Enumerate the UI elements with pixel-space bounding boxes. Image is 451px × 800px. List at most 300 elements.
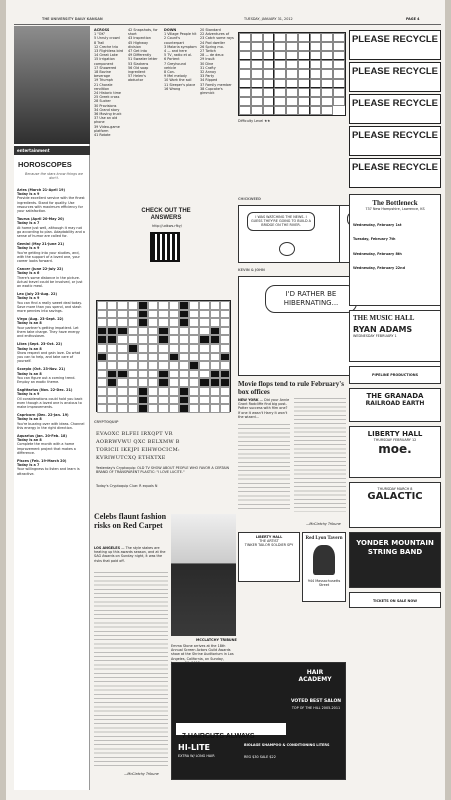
crossword-cell[interactable] — [199, 301, 209, 310]
crossword-cell[interactable] — [117, 301, 127, 310]
crossword-cell[interactable] — [189, 335, 199, 344]
sudoku-cell[interactable] — [286, 88, 298, 97]
crossword-cell[interactable] — [199, 404, 209, 413]
sudoku-cell[interactable] — [310, 79, 322, 88]
answers-promo — [130, 208, 202, 298]
clue-item: 5 TV, radio et al. — [164, 53, 193, 58]
crossword-cell[interactable] — [220, 318, 230, 327]
crossword-cell[interactable] — [199, 335, 209, 344]
sudoku-cell[interactable] — [298, 33, 310, 42]
sudoku-cell[interactable] — [239, 97, 251, 106]
crossword-cell[interactable] — [97, 310, 107, 319]
sudoku-cell[interactable] — [321, 60, 333, 69]
crossword-cell[interactable] — [189, 370, 199, 379]
clue-heading: ACROSS — [94, 28, 110, 32]
crossword-cell[interactable] — [138, 327, 148, 336]
crossword-cell[interactable] — [117, 335, 127, 344]
clue-item: 43 Inspection — [128, 36, 151, 41]
music-hall-ad[interactable]: THE MUSIC HALL RYAN ADAMS WEDNESDAY FEBRUARY 1 — [349, 310, 441, 362]
crossword-cell[interactable] — [199, 396, 209, 405]
crossword-cell[interactable] — [107, 335, 117, 344]
crossword-cell[interactable] — [107, 301, 117, 310]
crossword-cell[interactable] — [179, 370, 189, 379]
sudoku-cell[interactable] — [310, 88, 322, 97]
crossword-cell[interactable] — [117, 370, 127, 379]
sudoku-cell[interactable] — [251, 79, 263, 88]
across-clues — [94, 28, 128, 137]
crossword-cell[interactable] — [128, 387, 138, 396]
crossword-cell[interactable] — [138, 396, 148, 405]
sudoku-cell[interactable] — [321, 51, 333, 60]
crossword-cell[interactable] — [148, 370, 158, 379]
crossword-cell[interactable] — [179, 327, 189, 336]
crossword-cell[interactable] — [128, 318, 138, 327]
crossword-cell[interactable] — [97, 353, 107, 362]
crossword-cell[interactable] — [189, 327, 199, 336]
sudoku-cell[interactable] — [286, 33, 298, 42]
sudoku-cell[interactable] — [251, 106, 263, 115]
crossword-cell[interactable] — [179, 404, 189, 413]
crossword-cell[interactable] — [189, 353, 199, 362]
crossword-cell[interactable] — [199, 361, 209, 370]
crossword-cell[interactable] — [97, 327, 107, 336]
horoscope-text: Provide excellent service with the finest ingredients. Stand for quality. Use resources with maximum efficiency for your satisfaction. — [17, 196, 85, 214]
sudoku-cell[interactable] — [298, 88, 310, 97]
crossword-cell[interactable] — [220, 344, 230, 353]
hair-academy-ad[interactable]: HAIR ACADEMY VOTED BEST SALON TOP OF THE HILL 2005-2011 7 HAIRCUTS ALWAYS HI-LITE EXTRA W/ LONG HAIR BIOLAGE SHAMPOO & CONDITIONING LITERS REG $30 SALE $22 — [171, 662, 346, 780]
crossword-cell[interactable] — [158, 370, 168, 379]
clue-item: 49 Differently — [128, 53, 152, 58]
sudoku-cell[interactable] — [239, 51, 251, 60]
crossword-cell[interactable] — [117, 310, 127, 319]
clue-item: 5 Unruly crowd — [94, 36, 120, 41]
crossword-cell[interactable] — [148, 404, 158, 413]
clue-item: 57 Helen's abductor — [128, 74, 146, 83]
sudoku-cell[interactable] — [251, 60, 263, 69]
crossword-cell[interactable] — [210, 370, 220, 379]
crossword-cell[interactable] — [189, 361, 199, 370]
crossword-cell[interactable] — [148, 353, 158, 362]
crossword-cell[interactable] — [158, 327, 168, 336]
crossword-cell[interactable] — [158, 396, 168, 405]
crossword-cell[interactable] — [97, 370, 107, 379]
clue-item: 13 Flightless bird — [94, 49, 124, 54]
crossword-cell[interactable] — [97, 344, 107, 353]
crossword-cell[interactable] — [169, 361, 179, 370]
crossword-cell[interactable] — [210, 396, 220, 405]
clue-item: 53 Slackens — [128, 61, 149, 66]
sudoku-cell[interactable] — [321, 88, 333, 97]
sudoku-cell[interactable] — [286, 106, 298, 115]
crossword-cell[interactable] — [199, 378, 209, 387]
sudoku-cell[interactable] — [263, 88, 275, 97]
crossword-cell[interactable] — [179, 361, 189, 370]
crossword-cell[interactable] — [97, 361, 107, 370]
crossword-cell[interactable] — [117, 344, 127, 353]
sudoku-cell[interactable] — [298, 51, 310, 60]
sudoku-cell[interactable] — [239, 33, 251, 42]
crossword-cell[interactable] — [189, 378, 199, 387]
crossword-cell[interactable] — [97, 396, 107, 405]
crossword-cell[interactable] — [169, 387, 179, 396]
crossword-cell[interactable] — [189, 310, 199, 319]
clue-item: 9 Mel melody — [164, 74, 187, 79]
crossword-cell[interactable] — [97, 335, 107, 344]
crossword-cell[interactable] — [189, 344, 199, 353]
crossword-cell[interactable] — [117, 353, 127, 362]
crossword-cell[interactable] — [148, 335, 158, 344]
sudoku-cell[interactable] — [310, 60, 322, 69]
crossword-cell[interactable] — [158, 318, 168, 327]
clue-item: 21 Chorale rendition — [94, 82, 113, 91]
crossword-cell[interactable] — [169, 327, 179, 336]
crossword-cell[interactable] — [210, 378, 220, 387]
crossword-cell[interactable] — [220, 353, 230, 362]
sudoku-cell[interactable] — [274, 51, 286, 60]
clue-item: 1 "OK" — [94, 32, 106, 37]
crossword-cell[interactable] — [107, 318, 117, 327]
sudoku-cell[interactable] — [333, 79, 345, 88]
sudoku-cell[interactable] — [321, 97, 333, 106]
sudoku-cell[interactable] — [263, 60, 275, 69]
sudoku-cell[interactable] — [298, 79, 310, 88]
sudoku-cell[interactable] — [286, 69, 298, 78]
sudoku-cell[interactable] — [274, 79, 286, 88]
sudoku-cell[interactable] — [333, 42, 345, 51]
sudoku-cell[interactable] — [310, 42, 322, 51]
sudoku-cell[interactable] — [333, 69, 345, 78]
crossword-cell[interactable] — [138, 370, 148, 379]
crossword-cell[interactable] — [199, 344, 209, 353]
clue-item: 6 Portent — [164, 57, 180, 62]
crossword-cell[interactable] — [148, 344, 158, 353]
crossword-cell[interactable] — [169, 396, 179, 405]
crossword-cell[interactable] — [199, 353, 209, 362]
crossword-cell[interactable] — [158, 378, 168, 387]
crossword-cell[interactable] — [179, 387, 189, 396]
sudoku-cell[interactable] — [310, 106, 322, 115]
crossword-cell[interactable] — [210, 318, 220, 327]
crossword-cell[interactable] — [117, 387, 127, 396]
sudoku-cell[interactable] — [310, 33, 322, 42]
sudoku-cell[interactable] — [333, 88, 345, 97]
crossword-cell[interactable] — [97, 387, 107, 396]
sudoku-cell[interactable] — [263, 69, 275, 78]
crossword-cell[interactable] — [148, 318, 158, 327]
crossword-cell[interactable] — [210, 310, 220, 319]
crossword-cell[interactable] — [220, 396, 230, 405]
crossword-cell[interactable] — [210, 335, 220, 344]
clue-item: 27 Twitch — [200, 49, 216, 54]
sudoku-cell[interactable] — [310, 51, 322, 60]
crossword-cell[interactable] — [189, 396, 199, 405]
comic-strip-2: I'D RATHER BE HIBERNATING... — [238, 276, 441, 376]
crossword-cell[interactable] — [179, 318, 189, 327]
crossword-cell[interactable] — [158, 404, 168, 413]
crossword-cell[interactable] — [158, 310, 168, 319]
crossword-cell[interactable] — [189, 404, 199, 413]
qr-code-icon[interactable] — [150, 232, 180, 262]
sudoku-cell[interactable] — [333, 33, 345, 42]
crossword-cell[interactable] — [179, 378, 189, 387]
crossword-cell[interactable] — [199, 310, 209, 319]
crossword-cell[interactable] — [220, 327, 230, 336]
horoscope-rating: Today is an 8 — [17, 438, 42, 443]
sudoku-cell[interactable] — [239, 79, 251, 88]
sudoku-cell[interactable] — [239, 69, 251, 78]
sudoku-cell[interactable] — [321, 106, 333, 115]
sudoku-cell[interactable] — [274, 88, 286, 97]
galactic-ad[interactable]: THURSDAY MARCH 8 GALACTIC — [349, 482, 441, 528]
crossword-cell[interactable] — [179, 301, 189, 310]
sudoku-cell[interactable] — [298, 60, 310, 69]
horoscope-text: You're buzzing over with ideas. Channel this energy in the right direction. — [17, 421, 85, 430]
crossword-cell[interactable] — [107, 387, 117, 396]
crossword-cell[interactable] — [138, 344, 148, 353]
crossword-cell[interactable] — [138, 335, 148, 344]
crossword-cell[interactable] — [138, 353, 148, 362]
crossword-cell[interactable] — [189, 318, 199, 327]
sudoku-cell[interactable] — [263, 106, 275, 115]
sudoku-cell[interactable] — [263, 79, 275, 88]
crossword-cell[interactable] — [148, 361, 158, 370]
crossword-cell[interactable] — [189, 301, 199, 310]
crossword-cell[interactable] — [169, 404, 179, 413]
sudoku-cell[interactable] — [251, 88, 263, 97]
crossword-cell[interactable] — [158, 344, 168, 353]
article-filler — [94, 572, 168, 768]
crossword-cell[interactable] — [138, 378, 148, 387]
crossword-cell[interactable] — [210, 327, 220, 336]
sudoku-cell[interactable] — [263, 33, 275, 42]
sudoku-cell[interactable] — [298, 97, 310, 106]
sudoku-cell[interactable] — [274, 69, 286, 78]
crossword-cell[interactable] — [179, 310, 189, 319]
crossword-cell[interactable] — [107, 396, 117, 405]
bottleneck-ad[interactable]: The Bottleneck 737 New Hampshire, Lawrence, KS Wednesday, February 1st Tuesday, February 7th Wednesday, February 8th Wednesday, February 22nd — [349, 194, 441, 306]
crossword-cell[interactable] — [169, 310, 179, 319]
crossword-cell[interactable] — [199, 318, 209, 327]
crossword-cell[interactable] — [220, 301, 230, 310]
crossword-cell[interactable] — [128, 396, 138, 405]
crossword-cell[interactable] — [179, 335, 189, 344]
crossword-cell[interactable] — [128, 353, 138, 362]
crossword-cell[interactable] — [128, 378, 138, 387]
crossword-cell[interactable] — [148, 396, 158, 405]
sudoku-cell[interactable] — [239, 42, 251, 51]
sudoku-cell[interactable] — [251, 33, 263, 42]
crossword-cell[interactable] — [148, 301, 158, 310]
page-header — [14, 16, 441, 25]
sudoku-cell[interactable] — [333, 97, 345, 106]
crossword-cell[interactable] — [179, 396, 189, 405]
clue-item: 32 Annoy — [200, 70, 217, 75]
crossword-cell[interactable] — [128, 310, 138, 319]
horoscope-sign: Scorpio (Oct. 23-Nov. 21) — [17, 367, 66, 372]
crossword-cell[interactable] — [158, 387, 168, 396]
crossword-cell[interactable] — [189, 387, 199, 396]
tickets-banner[interactable]: TICKETS ON SALE NOW — [349, 592, 441, 608]
sudoku-cell[interactable] — [251, 97, 263, 106]
yonder-ad[interactable]: YONDER MOUNTAIN STRING BAND — [349, 532, 441, 588]
horoscope-item — [17, 434, 87, 455]
crossword-cell[interactable] — [117, 361, 127, 370]
crossword-cell[interactable] — [138, 361, 148, 370]
sudoku-cell[interactable] — [239, 60, 251, 69]
crossword-cell[interactable] — [138, 301, 148, 310]
crossword-cell[interactable] — [210, 301, 220, 310]
crossword-cell[interactable] — [128, 344, 138, 353]
sudoku-cell[interactable] — [251, 69, 263, 78]
crossword-cell[interactable] — [128, 335, 138, 344]
crossword-cell[interactable] — [107, 344, 117, 353]
comic1-label: CHICKWEED — [238, 197, 261, 201]
crossword-cell[interactable] — [169, 370, 179, 379]
sudoku-cell[interactable] — [286, 51, 298, 60]
clue-item: 31 Crafty — [200, 65, 216, 70]
crossword-cell[interactable] — [169, 335, 179, 344]
sudoku-cell[interactable] — [263, 51, 275, 60]
crossword-cell[interactable] — [107, 327, 117, 336]
crossword-cell[interactable] — [128, 404, 138, 413]
section-label: entertainment — [14, 146, 90, 155]
crossword-cell[interactable] — [97, 378, 107, 387]
crossword-cell[interactable] — [107, 370, 117, 379]
sudoku-cell[interactable] — [251, 42, 263, 51]
crossword-cell[interactable] — [169, 318, 179, 327]
crossword-cell[interactable] — [128, 301, 138, 310]
sudoku-cell[interactable] — [274, 33, 286, 42]
red-lyon-tavern-ad[interactable]: Red Lyon Tavern 944 Massachusetts Street — [302, 532, 346, 602]
sudoku-cell[interactable] — [321, 33, 333, 42]
sudoku-cell[interactable] — [333, 60, 345, 69]
crossword-cell[interactable] — [199, 370, 209, 379]
crossword-cell[interactable] — [179, 353, 189, 362]
crossword-cell[interactable] — [138, 310, 148, 319]
crossword-cell[interactable] — [138, 318, 148, 327]
crossword-cell[interactable] — [107, 353, 117, 362]
sudoku-cell[interactable] — [298, 69, 310, 78]
crossword-cell[interactable] — [220, 387, 230, 396]
crossword-cell[interactable] — [107, 361, 117, 370]
pipeline-ad[interactable]: PIPELINE PRODUCTIONS — [349, 366, 441, 384]
crossword-cell[interactable] — [158, 353, 168, 362]
sudoku-cell[interactable] — [274, 42, 286, 51]
section-photo — [14, 26, 90, 144]
sudoku-cell[interactable] — [333, 51, 345, 60]
crossword-cell[interactable] — [158, 301, 168, 310]
crossword-cell[interactable] — [148, 327, 158, 336]
crossword-cell[interactable] — [210, 387, 220, 396]
recycle-ads — [349, 30, 441, 190]
crossword-cell[interactable] — [199, 327, 209, 336]
cryptoquip-line: KVRIWUTCXQ ETHXTXE — [96, 455, 166, 461]
sudoku-cell[interactable] — [286, 60, 298, 69]
crossword-cell[interactable] — [107, 310, 117, 319]
crossword-cell[interactable] — [107, 378, 117, 387]
sudoku-cell[interactable] — [286, 79, 298, 88]
page-number: PAGE 4 — [406, 17, 420, 21]
crossword-cell[interactable] — [220, 310, 230, 319]
sudoku-cell[interactable] — [298, 42, 310, 51]
crossword-cell[interactable] — [220, 378, 230, 387]
sudoku-cell[interactable] — [251, 51, 263, 60]
sudoku-cell[interactable] — [263, 97, 275, 106]
horoscope-text: Your partner's getting impatient. Let them take charge. They have energy and enthusiasm. — [17, 325, 80, 339]
sudoku-cell[interactable] — [298, 106, 310, 115]
crossword-cell[interactable] — [97, 301, 107, 310]
sudoku-cell[interactable] — [274, 106, 286, 115]
crossword-cell[interactable] — [169, 353, 179, 362]
sudoku-cell[interactable] — [239, 106, 251, 115]
crossword-cell[interactable] — [199, 387, 209, 396]
crossword-cell[interactable] — [117, 404, 127, 413]
clue-item: 3 Malaria symptom — [164, 44, 197, 49]
crossword-cell[interactable] — [220, 404, 230, 413]
sudoku-cell[interactable] — [274, 60, 286, 69]
sudoku-cell[interactable] — [321, 79, 333, 88]
crossword-cell[interactable] — [220, 361, 230, 370]
crossword-cell[interactable] — [158, 361, 168, 370]
liberty-hall-ad[interactable]: LIBERTY HALL THURSDAY FEBRUARY 12 moe. — [349, 426, 441, 478]
crossword-cell[interactable] — [210, 344, 220, 353]
crossword-cell[interactable] — [128, 327, 138, 336]
crossword-cell[interactable] — [210, 404, 220, 413]
cryptoquip-clue: Today's Cryptoquip Clue: R equals N — [96, 484, 158, 488]
horoscope-item — [17, 367, 87, 384]
crossword-cell[interactable] — [128, 361, 138, 370]
crossword-cell[interactable] — [138, 404, 148, 413]
crossword-cell[interactable] — [169, 301, 179, 310]
crossword-cell[interactable] — [220, 335, 230, 344]
crossword-cell[interactable] — [148, 387, 158, 396]
sudoku-cell[interactable] — [286, 97, 298, 106]
crossword-cell[interactable] — [128, 370, 138, 379]
sudoku-cell[interactable] — [239, 88, 251, 97]
crossword-cell[interactable] — [179, 344, 189, 353]
cryptoquip-line: EVAOXC BLFEI IRXQPT VR — [96, 431, 173, 437]
granada-ad[interactable]: THE GRANADA RAILROAD EARTH — [349, 388, 441, 422]
answers-url[interactable]: http://udkws.rfky/ — [152, 224, 182, 228]
crossword-cell[interactable] — [138, 387, 148, 396]
crossword-cell[interactable] — [117, 378, 127, 387]
sudoku-cell[interactable] — [310, 69, 322, 78]
crossword-cell[interactable] — [148, 378, 158, 387]
sudoku-cell[interactable] — [263, 42, 275, 51]
crossword-cell[interactable] — [97, 404, 107, 413]
crossword-cell[interactable] — [220, 370, 230, 379]
crossword-cell[interactable] — [148, 310, 158, 319]
crossword-cell[interactable] — [169, 378, 179, 387]
crossword-cell[interactable] — [158, 335, 168, 344]
crossword-cell[interactable] — [210, 361, 220, 370]
movie-article: Movie flops tend to rule February's box offices NEW YORK — Did your Annie Grant Radcliffe find big post-Potter success with film one? If one it wasn't Harry it won't the wizard... — [238, 380, 346, 518]
crossword-cell[interactable] — [117, 327, 127, 336]
sudoku-cell[interactable] — [321, 69, 333, 78]
crossword-cell[interactable] — [97, 318, 107, 327]
crossword-cell[interactable] — [210, 353, 220, 362]
sudoku-cell[interactable] — [286, 42, 298, 51]
liberty-hall-small-ad[interactable]: LIBERTY HALL THE ARTIST TINKER TAILOR SOLDIER SPY — [238, 532, 300, 582]
crossword-cell[interactable] — [169, 344, 179, 353]
sudoku-cell[interactable] — [310, 97, 322, 106]
crossword-cell[interactable] — [117, 396, 127, 405]
sudoku-cell[interactable] — [274, 97, 286, 106]
crossword-cell[interactable] — [117, 318, 127, 327]
sudoku-cell[interactable] — [321, 42, 333, 51]
crossword-cell[interactable] — [107, 404, 117, 413]
clue-item: 14 Great Lake — [94, 53, 118, 58]
